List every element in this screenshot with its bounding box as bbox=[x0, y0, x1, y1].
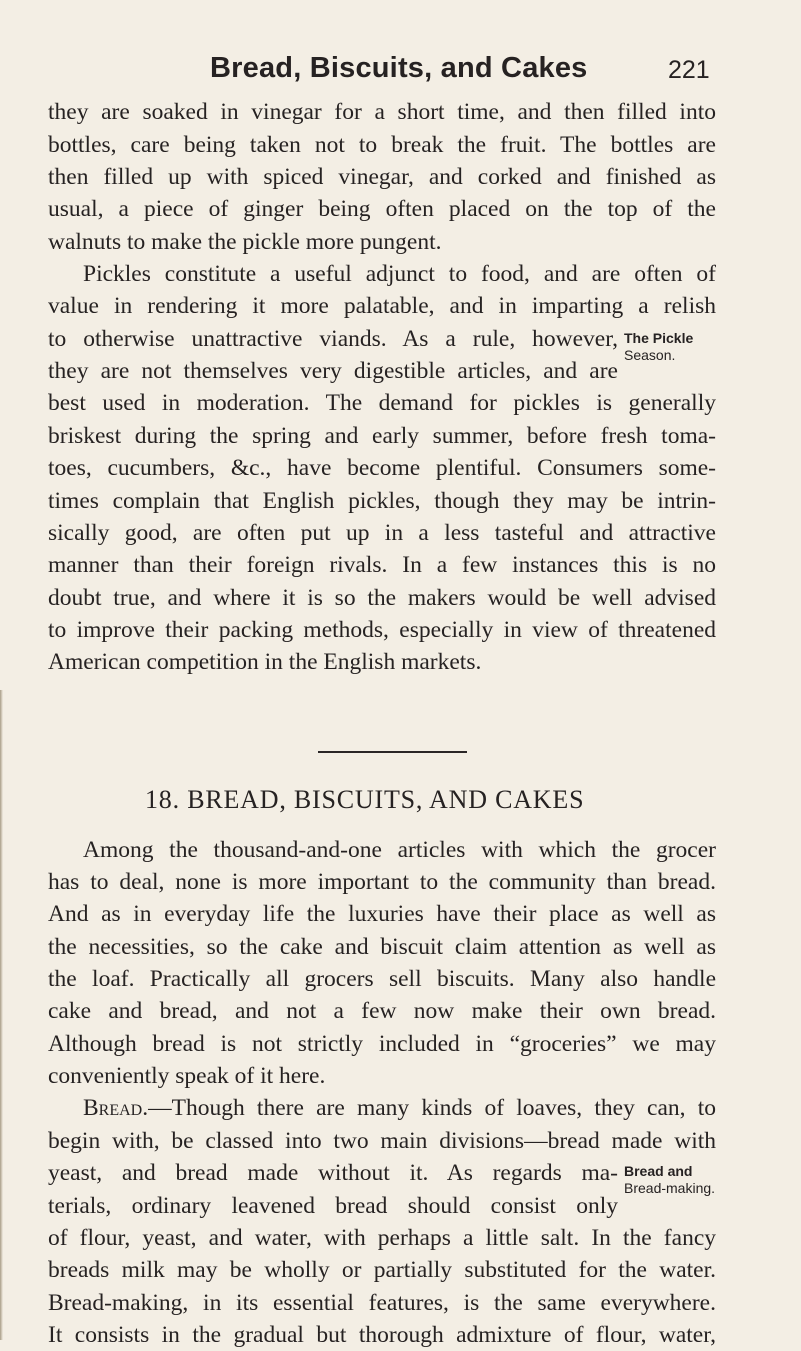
text-line: best used in moderation. The demand for pickles is generally bbox=[48, 390, 716, 416]
text-line: Although bread is not strictly included in “groceries” we may bbox=[48, 1031, 716, 1057]
text-line: to otherwise unattractive viands. As a rule, however, bbox=[48, 326, 618, 352]
text-line: to improve their packing methods, especially in view of threatened bbox=[48, 617, 716, 643]
text-line: times complain that English pickles, though they may be intrin- bbox=[48, 488, 716, 514]
text-line: bottles, care being taken not to break the fruit. The bottles are bbox=[48, 132, 716, 158]
text-line: manner than their foreign rivals. In a few instances this is no bbox=[48, 552, 716, 578]
margin-note-pickle-season: Season. bbox=[624, 347, 676, 363]
running-title: Bread, Biscuits, and Cakes bbox=[210, 52, 588, 84]
text-line: It consists in the gradual but thorough admixture of flour, water, bbox=[48, 1322, 716, 1348]
text-line: sically good, are often put up in a less tasteful and attractive bbox=[48, 520, 716, 546]
text-line: walnuts to make the pickle more pungent. bbox=[48, 229, 442, 255]
text-line: of flour, yeast, and water, with perhaps a little salt. In the fancy bbox=[48, 1225, 716, 1251]
page-number: 221 bbox=[668, 56, 710, 84]
section-divider bbox=[318, 751, 467, 753]
text-line: Bread-making, in its essential features, is the same everywhere. bbox=[48, 1290, 716, 1316]
text-line: Pickles constitute a useful adjunct to food, and are often of bbox=[83, 261, 716, 287]
text-line: And as in everyday life the luxuries have their place as well as bbox=[48, 901, 716, 927]
section-heading: 18. BREAD, BISCUITS, AND CAKES bbox=[145, 785, 585, 814]
text-line: usual, a piece of ginger being often placed on the top of the bbox=[48, 196, 716, 222]
text-line: has to deal, none is more important to the community than bread. bbox=[48, 869, 716, 895]
text-line: yeast, and bread made without it. As regards ma- bbox=[48, 1160, 618, 1186]
text-line: they are not themselves very digestible articles, and are bbox=[48, 358, 618, 384]
text-line bbox=[83, 1092, 716, 1124]
margin-note-bread-making: Bread and bbox=[624, 1163, 693, 1179]
text-line: value in rendering it more palatable, and in imparting a relish bbox=[48, 293, 716, 319]
text-line: breads milk may be wholly or partially substituted for the water. bbox=[48, 1257, 716, 1283]
text-line: American competition in the English markets. bbox=[48, 649, 482, 675]
running-head bbox=[0, 52, 801, 92]
text-line: doubt true, and where it is so the makers would be well advised bbox=[48, 585, 716, 611]
text-line: terials, ordinary leavened bread should consist only bbox=[48, 1193, 618, 1219]
margin-note-pickle-season: The Pickle bbox=[624, 330, 694, 346]
text-line: begin with, be classed into two main divisions—bread made with bbox=[48, 1128, 716, 1154]
text-line: they are soaked in vinegar for a short time, and then filled into bbox=[48, 99, 716, 125]
text-line: the loaf. Practically all grocers sell biscuits. Many also handle bbox=[48, 966, 716, 992]
text-line: briskest during the spring and early summer, before fresh toma- bbox=[48, 423, 716, 449]
text-line-rest: —Though there are many kinds of loaves, they can, to bbox=[148, 1095, 716, 1121]
text-line: conveniently speak of it here. bbox=[48, 1063, 326, 1089]
paragraph-lead-in: Bread. bbox=[83, 1095, 149, 1121]
scan-page-edge bbox=[0, 690, 3, 1340]
margin-note-bread-making: Bread-making. bbox=[624, 1180, 716, 1196]
text-line: the necessities, so the cake and biscuit claim attention as well as bbox=[48, 934, 716, 960]
text-line: Among the thousand-and-one articles with which the grocer bbox=[83, 837, 716, 863]
text-line: toes, cucumbers, &c., have become plentiful. Consumers some- bbox=[48, 455, 716, 481]
text-line: then filled up with spiced vinegar, and corked and finished as bbox=[48, 164, 716, 190]
text-line: cake and bread, and not a few now make their own bread. bbox=[48, 998, 716, 1024]
